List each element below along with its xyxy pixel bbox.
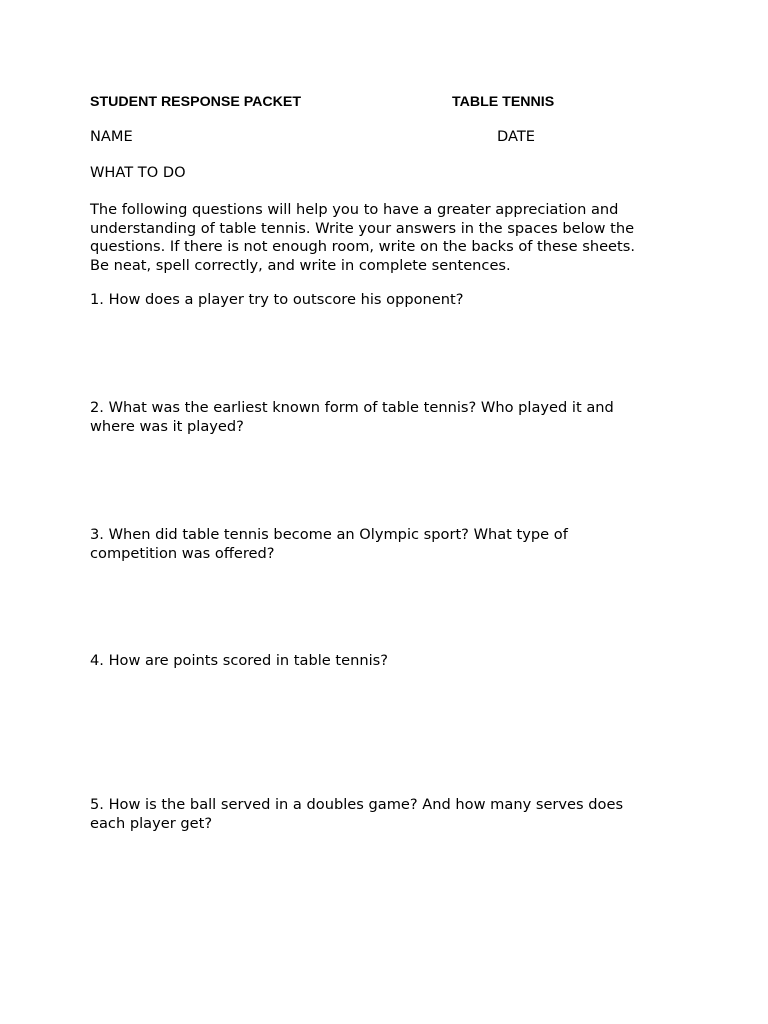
question-text: each player get?: [90, 814, 213, 832]
question-text: 5. How is the ball served in a doubles game? And how many serves does: [90, 796, 624, 813]
packet-title: STUDENT RESPONSE PACKET: [90, 94, 301, 110]
question-text: 1. How does a player try to outscore his opponent?: [90, 291, 464, 308]
question-4: [90, 652, 690, 671]
question-text: 4. How are points scored in table tennis?: [90, 652, 389, 669]
instructions-line: The following questions will help you to have a greater appreciation and: [90, 201, 619, 218]
question-3: [90, 526, 690, 563]
instructions-line: understanding of table tennis. Write your answers in the spaces below the: [90, 219, 635, 237]
instructions-line: Be neat, spell correctly, and write in complete sentences.: [90, 256, 511, 274]
question-text: competition was offered?: [90, 544, 275, 562]
question-2: [90, 399, 690, 436]
instructions-line: questions. If there is not enough room, write on the backs of these sheets.: [90, 238, 635, 255]
name-label: NAME: [90, 128, 133, 145]
question-text: 2. What was the earliest known form of table tennis? Who played it and: [90, 399, 614, 416]
instructions-paragraph: [90, 201, 690, 275]
sport-title: TABLE TENNIS: [452, 94, 555, 110]
question-text: where was it played?: [90, 417, 244, 435]
question-1: [90, 291, 690, 310]
date-label: DATE: [497, 128, 535, 145]
instructions-heading: WHAT TO DO: [90, 164, 186, 181]
question-5: [90, 796, 690, 833]
question-text: 3. When did table tennis become an Olympic sport? What type of: [90, 526, 568, 543]
